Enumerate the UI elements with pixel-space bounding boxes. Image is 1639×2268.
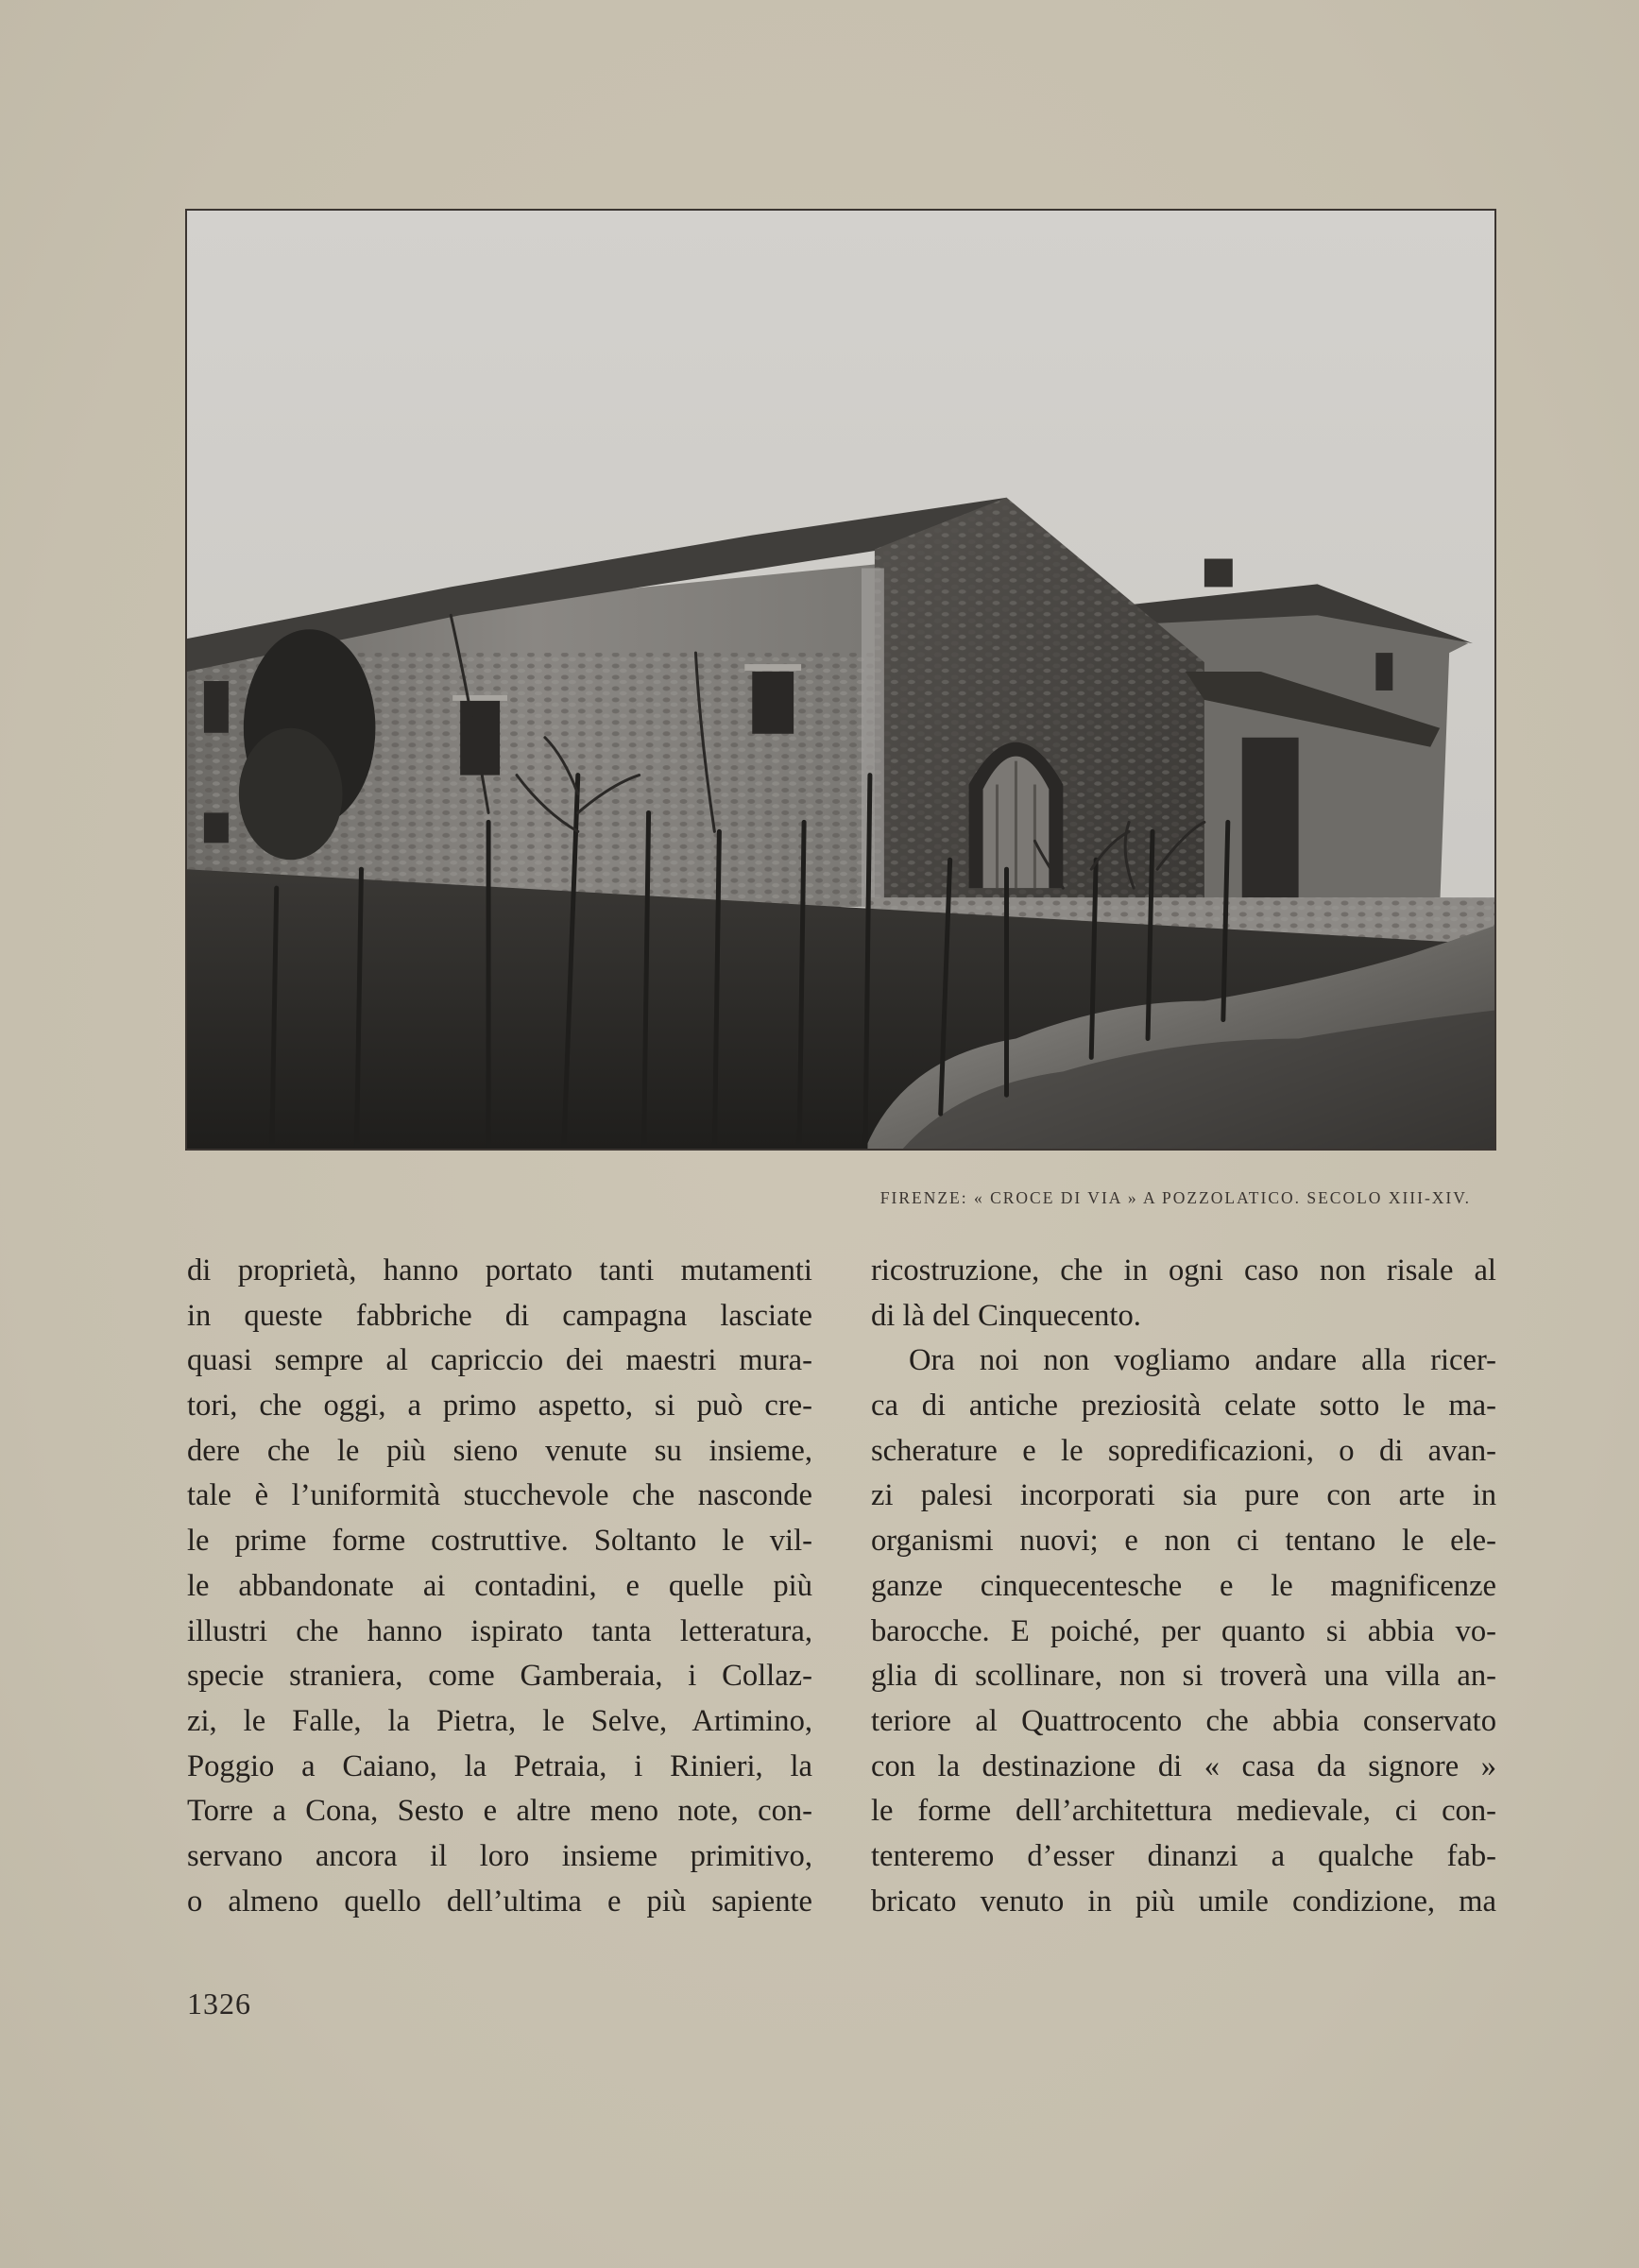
text-line: Poggio a Caiano, la Petraia, i Rinieri, la	[187, 1748, 812, 1783]
text-line: Torre a Cona, Sesto e altre meno note, con-	[187, 1794, 812, 1829]
text-line: o almeno quello dell’ultima e più sapiente	[187, 1884, 812, 1918]
page-number: 1326	[187, 1987, 251, 2021]
text-line: barocche. E poiché, per quanto si abbia vo-	[871, 1613, 1496, 1648]
text-line: di là del Cinquecento.	[871, 1298, 1141, 1333]
text-line: servano ancora il loro insieme primitivo,	[187, 1838, 812, 1873]
text-line: teriore al Quattrocento che abbia conservato	[871, 1703, 1496, 1738]
text-line: ganze cinquecentesche e le magnificenze	[871, 1568, 1496, 1603]
text-line: dere che le più sieno venute su insieme,	[187, 1433, 812, 1468]
text-line: glia di scollinare, non si troverà una villa an-	[871, 1659, 1496, 1694]
text-line: tale è l’uniformità stucchevole che nasconde	[187, 1478, 812, 1513]
text-line: zi palesi incorporati sia pure con arte in	[871, 1478, 1496, 1513]
text-line: tenteremo d’esser dinanzi a qualche fab-	[871, 1838, 1496, 1873]
text-line: quasi sempre al capriccio dei maestri mura-	[187, 1343, 812, 1378]
left-text-column	[187, 1249, 812, 1924]
right-text-column	[871, 1249, 1496, 1924]
text-line: illustri che hanno ispirato tanta letteratura,	[187, 1613, 812, 1648]
text-line: bricato venuto in più umile condizione, ma	[871, 1884, 1496, 1918]
text-line: ca di antiche preziosità celate sotto le ma-	[871, 1389, 1496, 1424]
text-line: zi, le Falle, la Pietra, le Selve, Artimino,	[187, 1703, 812, 1738]
house-photograph	[185, 209, 1496, 1151]
house-photograph-drawing	[187, 211, 1494, 1149]
text-line: in queste fabbriche di campagna lasciate	[187, 1298, 812, 1333]
text-line: scherature e le sopredificazioni, o di avan-	[871, 1433, 1496, 1468]
text-line: le forme dell’architettura medievale, ci con-	[871, 1794, 1496, 1829]
text-line: con la destinazione di « casa da signore »	[871, 1748, 1496, 1783]
text-line: le abbandonate ai contadini, e quelle più	[187, 1568, 812, 1603]
text-line: Ora noi non vogliamo andare alla ricer-	[909, 1343, 1496, 1378]
text-line: organismi nuovi; e non ci tentano le ele-	[871, 1524, 1496, 1559]
text-line: tori, che oggi, a primo aspetto, si può cre-	[187, 1389, 812, 1424]
text-line: di proprietà, hanno portato tanti mutamenti	[187, 1253, 812, 1287]
photo-caption: FIRENZE: « CROCE DI VIA » A POZZOLATICO. SECOLO XIII-XIV.	[879, 1188, 1471, 1207]
text-line: ricostruzione, che in ogni caso non risale al	[871, 1253, 1496, 1287]
text-line: le prime forme costruttive. Soltanto le vil-	[187, 1524, 812, 1559]
text-line: specie straniera, come Gamberaia, i Collaz-	[187, 1659, 812, 1694]
